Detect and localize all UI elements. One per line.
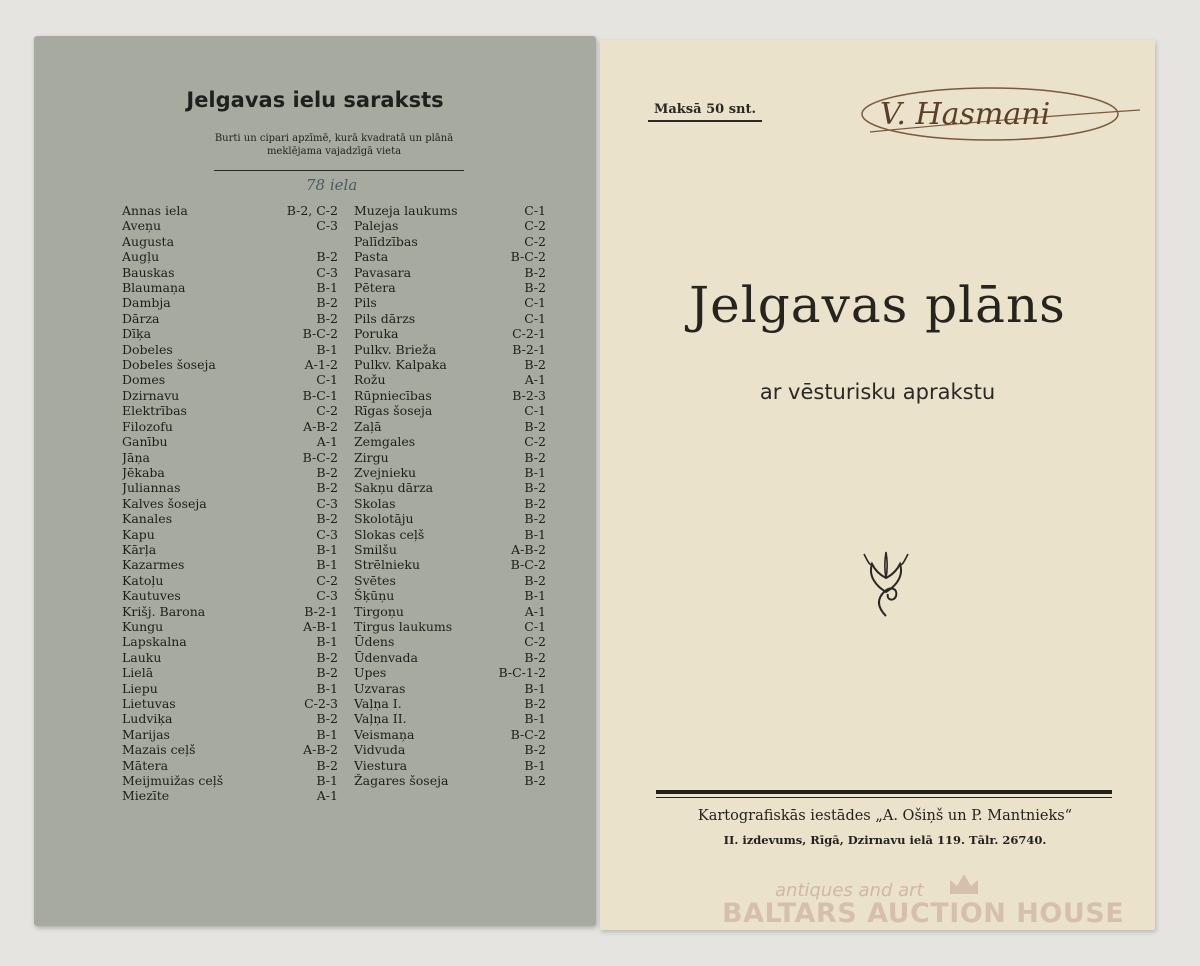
- grid-code: B-2: [524, 742, 546, 758]
- street-entry: [122, 480, 338, 495]
- grid-code: B-C-2: [302, 326, 338, 342]
- grid-code: B-2: [524, 649, 546, 665]
- street-name: Ūdenvada: [354, 649, 418, 665]
- street-entry: [122, 295, 338, 310]
- street-name: Viestura: [354, 757, 408, 773]
- grid-code: B-2: [524, 572, 546, 588]
- street-name: Rožu: [354, 372, 386, 388]
- street-entry: [122, 311, 338, 326]
- street-name: Jāņa: [122, 449, 150, 465]
- street-name: Skolotāju: [354, 511, 414, 527]
- street-entry: [122, 788, 338, 803]
- street-entry: [354, 249, 546, 264]
- grid-code: B-1: [524, 680, 546, 696]
- street-entry: [122, 665, 338, 680]
- street-name: Kapu: [122, 526, 155, 542]
- street-name: Filozofu: [122, 418, 173, 434]
- street-entry: [354, 496, 546, 511]
- grid-code: C-1: [524, 403, 546, 419]
- grid-code: A-1: [524, 603, 546, 619]
- cover-subtitle: ar vēsturisku aprakstu: [759, 380, 996, 404]
- street-entry: [354, 742, 546, 757]
- grid-code: B-C-2: [510, 557, 546, 573]
- street-entry: [122, 527, 338, 542]
- grid-code: C-3: [316, 526, 338, 542]
- street-name: Zirgu: [354, 449, 389, 465]
- street-name: Zemgales: [354, 434, 416, 450]
- grid-code: B-2: [524, 511, 546, 527]
- street-name: Dobeles šoseja: [122, 357, 216, 373]
- street-name: Annas iela: [122, 203, 188, 218]
- street-name: Pulkv. Brieža: [354, 341, 437, 357]
- street-entry: [354, 773, 546, 788]
- street-entry: [122, 619, 338, 634]
- street-name: Bauskas: [122, 264, 175, 280]
- street-name: Lietuvas: [122, 696, 176, 711]
- grid-code: B-2-3: [512, 387, 546, 403]
- street-name: Dobeles: [122, 341, 173, 357]
- street-entry: [354, 295, 546, 310]
- grid-code: B-1: [524, 711, 546, 727]
- grid-code: A-B-2: [303, 418, 338, 434]
- grid-code: C-2: [316, 572, 338, 588]
- street-name: Pils dārzs: [354, 310, 416, 326]
- street-name: Sakņu dārza: [354, 480, 434, 496]
- street-name: Palejas: [354, 218, 399, 234]
- grid-code: B-2: [524, 357, 546, 373]
- street-name: Lielā: [122, 665, 154, 681]
- street-entry: [122, 265, 338, 280]
- street-entry: [354, 465, 546, 480]
- street-name: Tirgoņu: [354, 603, 404, 619]
- footer-rule-thick: [656, 790, 1112, 794]
- street-name: Pils: [354, 295, 377, 311]
- street-name: Dīķa: [122, 326, 152, 342]
- street-name: Mazais ceļš: [122, 742, 196, 758]
- street-name: Pētera: [354, 280, 396, 296]
- street-name: Vaļņa II.: [354, 711, 407, 727]
- street-name: Kungu: [122, 618, 164, 634]
- street-name: Augļu: [122, 249, 160, 265]
- street-entry: [354, 388, 546, 403]
- grid-code: A-B-1: [303, 618, 338, 634]
- street-entry: [354, 434, 546, 449]
- grid-code: B-2: [524, 280, 546, 296]
- street-name: Svētes: [354, 572, 396, 588]
- grid-code: C-2: [524, 434, 546, 450]
- grid-code: B-2: [316, 310, 338, 326]
- street-name: Slokas ceļš: [354, 526, 425, 542]
- grid-code: B-C-1-2: [498, 665, 546, 681]
- grid-code: A-1: [316, 788, 338, 804]
- crown-icon: [946, 868, 982, 898]
- grid-code: B-1: [316, 634, 338, 650]
- street-entry: [122, 403, 338, 418]
- street-name: Krišj. Barona: [122, 603, 206, 619]
- grid-code: C-1: [524, 310, 546, 326]
- street-name: Domes: [122, 372, 166, 388]
- street-name: Žagares šoseja: [354, 773, 449, 789]
- street-entry: [354, 634, 546, 649]
- street-entry: [354, 665, 546, 680]
- street-name: Dārza: [122, 310, 160, 326]
- grid-code: B-2: [316, 665, 338, 681]
- grid-code: C-1: [524, 203, 546, 218]
- watermark-name: BALTARS AUCTION HOUSE: [722, 898, 1125, 929]
- street-name: Vidvuda: [354, 742, 406, 758]
- street-name: Zaļā: [354, 418, 382, 434]
- street-entry: [354, 727, 546, 742]
- tulip-ornament-icon: [858, 548, 914, 620]
- street-entry: [122, 434, 338, 449]
- grid-code: B-2: [524, 696, 546, 711]
- street-entry: [354, 588, 546, 603]
- street-list-title: Jelgavas ielu saraksts: [186, 88, 444, 112]
- street-entry: [122, 419, 338, 434]
- grid-code: C-2: [524, 634, 546, 650]
- street-entry: [354, 542, 546, 557]
- left-page-street-index: [34, 36, 596, 926]
- street-entry: [122, 681, 338, 696]
- grid-code: B-2: [316, 480, 338, 496]
- grid-code: B-2: [316, 295, 338, 311]
- street-column-2: [354, 203, 546, 788]
- street-entry: [122, 557, 338, 572]
- grid-code: B-2: [316, 757, 338, 773]
- street-name: Pavasara: [354, 264, 412, 280]
- street-name: Juliannas: [122, 480, 181, 496]
- grid-code: B-1: [316, 726, 338, 742]
- street-entry: [354, 203, 546, 218]
- footer-rule-thin: [656, 797, 1112, 798]
- street-name: Kalves šoseja: [122, 495, 207, 511]
- street-entry: [354, 619, 546, 634]
- street-name: Ūdens: [354, 634, 395, 650]
- grid-code: C-3: [316, 218, 338, 234]
- street-name: Lauku: [122, 649, 162, 665]
- grid-code: B-2: [524, 449, 546, 465]
- grid-code: C-2: [524, 233, 546, 249]
- street-name: Palīdzības: [354, 233, 418, 249]
- grid-code: B-1: [316, 280, 338, 296]
- street-entry: [122, 542, 338, 557]
- street-list-subtitle: [174, 132, 494, 158]
- street-name: Veismaņa: [354, 726, 415, 742]
- street-entry: [354, 604, 546, 619]
- street-entry: [354, 711, 546, 726]
- street-name: Ganību: [122, 434, 168, 450]
- street-name: Poruka: [354, 326, 399, 342]
- street-entry: [354, 696, 546, 711]
- street-name: Aveņu: [122, 218, 162, 234]
- subtitle-line-1: Burti un cipari apzīmē, kurā kvadratā un plānā: [214, 133, 454, 144]
- street-entry: [354, 403, 546, 418]
- grid-code: B-1: [316, 557, 338, 573]
- street-name: Dzirnavu: [122, 387, 180, 403]
- grid-code: B-2: [524, 264, 546, 280]
- grid-code: B-2, C-2: [286, 203, 338, 218]
- street-entry: [354, 480, 546, 495]
- street-name: Pasta: [354, 249, 389, 265]
- grid-code: C-1: [316, 372, 338, 388]
- street-entry: [122, 450, 338, 465]
- street-entry: [122, 465, 338, 480]
- street-name: Uzvaras: [354, 680, 406, 696]
- street-name: Meijmuižas ceļš: [122, 773, 224, 789]
- street-entry: [122, 696, 338, 711]
- street-name: Vaļņa I.: [354, 696, 402, 711]
- street-name: Liepu: [122, 680, 158, 696]
- street-entry: [122, 372, 338, 387]
- street-entry: [122, 773, 338, 788]
- street-name: Augusta: [122, 233, 175, 249]
- grid-code: B-C-1: [302, 387, 338, 403]
- grid-code: B-2: [316, 511, 338, 527]
- street-entry: [122, 711, 338, 726]
- street-entry: [354, 311, 546, 326]
- street-name: Kazarmes: [122, 557, 185, 573]
- grid-code: A-1: [524, 372, 546, 388]
- grid-code: B-2: [316, 711, 338, 727]
- street-name: Kautuves: [122, 588, 181, 604]
- street-entry: [122, 280, 338, 295]
- grid-code: C-1: [524, 295, 546, 311]
- cover-title: Jelgavas plāns: [689, 276, 1066, 334]
- street-name: Elektrības: [122, 403, 187, 419]
- grid-code: B-2: [524, 480, 546, 496]
- grid-code: B-C-2: [510, 726, 546, 742]
- grid-code: B-2: [524, 495, 546, 511]
- street-entry: [354, 650, 546, 665]
- street-name: Ludviķa: [122, 711, 173, 727]
- grid-code: B-1: [524, 588, 546, 604]
- grid-code: B-1: [316, 541, 338, 557]
- street-entry: [122, 388, 338, 403]
- grid-code: C-2: [524, 218, 546, 234]
- svg-text:V. Hasmani: V. Hasmani: [880, 97, 1051, 132]
- grid-code: B-2-1: [512, 341, 546, 357]
- publisher-line: Kartografiskās iestādes „A. Ošiņš un P. Mantnieks“: [697, 808, 1073, 824]
- street-name: Smilšu: [354, 541, 397, 557]
- street-entry: [354, 342, 546, 357]
- street-name: Dambja: [122, 295, 171, 311]
- signature-image: [850, 72, 1150, 152]
- street-name: Katoļu: [122, 572, 164, 588]
- street-name: Skolas: [354, 495, 396, 511]
- street-entry: [354, 280, 546, 295]
- grid-code: C-3: [316, 264, 338, 280]
- street-entry: [122, 742, 338, 757]
- street-entry: [354, 511, 546, 526]
- street-entry: [354, 419, 546, 434]
- grid-code: A-B-2: [511, 541, 546, 557]
- grid-code: A-1: [316, 434, 338, 450]
- street-entry: [354, 234, 546, 249]
- grid-code: B-2: [524, 418, 546, 434]
- subtitle-line-2: meklējama vajadzīgā vieta: [266, 146, 402, 157]
- street-entry: [122, 326, 338, 341]
- grid-code: A-1-2: [304, 357, 338, 373]
- grid-code: B-2: [316, 249, 338, 265]
- street-name: Rūpniecības: [354, 387, 432, 403]
- street-name: Blaumaņa: [122, 280, 186, 296]
- street-entry: [122, 727, 338, 742]
- street-name: Kanales: [122, 511, 173, 527]
- street-name: Jēkaba: [122, 464, 165, 480]
- street-column-1: [122, 203, 338, 804]
- street-name: Miezīte: [122, 788, 170, 804]
- street-entry: [354, 527, 546, 542]
- grid-code: C-2-1: [512, 326, 546, 342]
- street-entry: [354, 681, 546, 696]
- grid-code: B-2: [524, 773, 546, 789]
- street-entry: [122, 496, 338, 511]
- grid-code: B-1: [316, 773, 338, 789]
- street-name: Zvejnieku: [354, 464, 417, 480]
- street-name: Mātera: [122, 757, 169, 773]
- watermark-tagline: antiques and art: [775, 880, 924, 901]
- header-divider: [214, 170, 464, 171]
- street-name: Muzeja laukums: [354, 203, 458, 218]
- grid-code: B-C-2: [510, 249, 546, 265]
- street-name: Pulkv. Kalpaka: [354, 357, 447, 373]
- street-name: Lapskalna: [122, 634, 187, 650]
- street-name: Tirgus laukums: [354, 618, 453, 634]
- street-entry: [122, 650, 338, 665]
- grid-code: C-2: [316, 403, 338, 419]
- price-label: Maksā 50 snt.: [648, 102, 762, 122]
- grid-code: B-2: [316, 649, 338, 665]
- street-name: Rīgas šoseja: [354, 403, 433, 419]
- grid-code: C-3: [316, 588, 338, 604]
- grid-code: B-2-1: [304, 603, 338, 619]
- handwritten-note: 78 iela: [306, 176, 358, 194]
- grid-code: B-2: [316, 464, 338, 480]
- grid-code: B-C-2: [302, 449, 338, 465]
- street-entry: [122, 758, 338, 773]
- grid-code: B-1: [524, 757, 546, 773]
- street-entry: [122, 573, 338, 588]
- grid-code: C-2-3: [304, 696, 338, 711]
- street-entry: [122, 218, 338, 233]
- street-entry: [354, 372, 546, 387]
- street-entry: [122, 234, 338, 249]
- street-name: Kārļa: [122, 541, 157, 557]
- street-entry: [354, 450, 546, 465]
- street-entry: [354, 573, 546, 588]
- grid-code: B-1: [316, 341, 338, 357]
- grid-code: B-1: [524, 464, 546, 480]
- street-entry: [122, 511, 338, 526]
- street-name: Upes: [354, 665, 387, 681]
- street-entry: [122, 588, 338, 603]
- street-entry: [354, 218, 546, 233]
- street-entry: [122, 357, 338, 372]
- grid-code: B-1: [524, 526, 546, 542]
- street-name: Marijas: [122, 726, 170, 742]
- street-entry: [122, 203, 338, 218]
- street-entry: [122, 634, 338, 649]
- grid-code: A-B-2: [303, 742, 338, 758]
- street-entry: [354, 758, 546, 773]
- street-entry: [354, 557, 546, 572]
- publisher-address: II. izdevums, Rīgā, Dzirnavu ielā 119. Tālr. 26740.: [723, 833, 1047, 847]
- street-entry: [354, 326, 546, 341]
- street-entry: [354, 357, 546, 372]
- street-entry: [122, 604, 338, 619]
- street-entry: [122, 249, 338, 264]
- street-name: Strēlnieku: [354, 557, 421, 573]
- street-entry: [354, 265, 546, 280]
- street-entry: [122, 342, 338, 357]
- street-name: Šķūņu: [354, 588, 395, 604]
- grid-code: C-1: [524, 618, 546, 634]
- grid-code: C-3: [316, 495, 338, 511]
- right-page-cover: [600, 40, 1155, 930]
- grid-code: B-1: [316, 680, 338, 696]
